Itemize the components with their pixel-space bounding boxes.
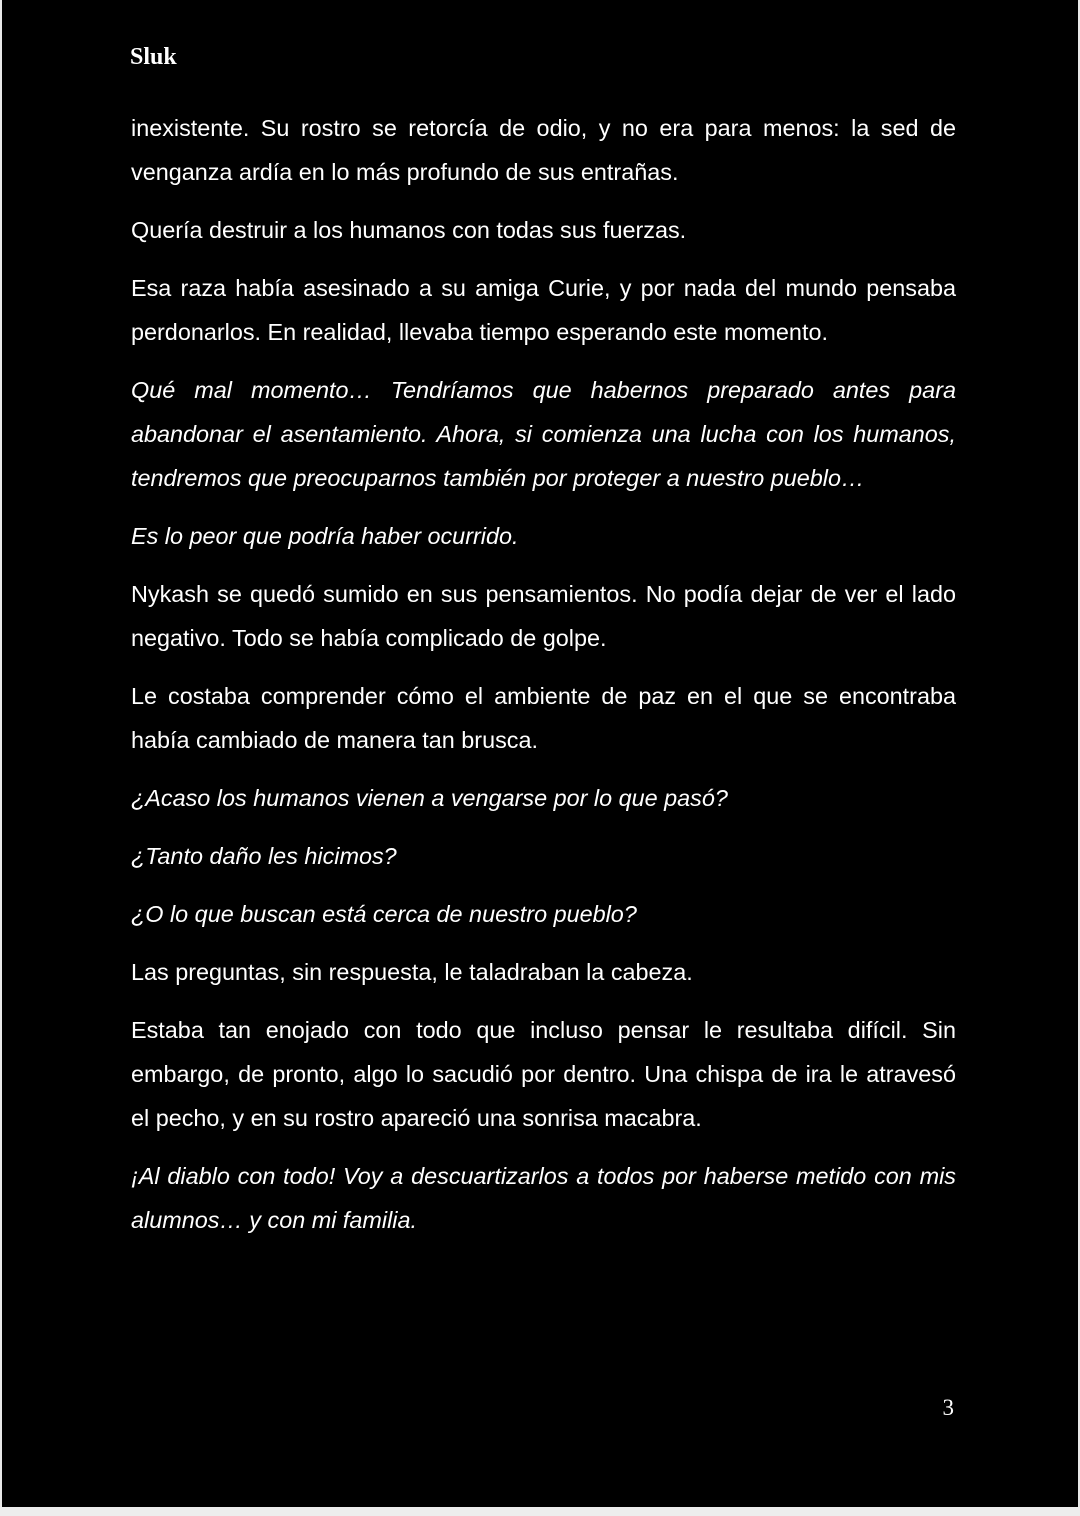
- body-text: [131, 106, 956, 1256]
- paragraph-italic: ¿Acaso los humanos vienen a vengarse por lo que pasó?: [131, 785, 728, 811]
- paragraph: Le costaba comprender cómo el ambiente de paz en el que se encontraba había cambiado de manera tan brusca.: [131, 683, 956, 753]
- paragraph: Quería destruir a los humanos con todas sus fuerzas.: [131, 217, 687, 243]
- page-edge: [0, 1507, 1080, 1516]
- page-number: 3: [942, 1395, 954, 1420]
- paragraph: Nykash se quedó sumido en sus pensamientos. No podía dejar de ver el lado negativo. Todo se había complicado de golpe.: [131, 581, 956, 651]
- paragraph-italic: Es lo peor que podría haber ocurrido.: [131, 523, 519, 549]
- document-page: [2, 0, 1078, 1507]
- paragraph-italic: ¿Tanto daño les hicimos?: [131, 843, 397, 869]
- paragraph-italic: ¡Al diablo con todo! Voy a descuartizarlos a todos por haberse metido con mis alumnos… y con mi familia.: [131, 1163, 956, 1233]
- paragraph: Esa raza había asesinado a su amiga Curie, y por nada del mundo pensaba perdonarlos. En realidad, llevaba tiempo esperando este momento.: [131, 275, 956, 345]
- running-header: Sluk: [130, 44, 177, 70]
- paragraph-italic: ¿O lo que buscan está cerca de nuestro pueblo?: [131, 901, 637, 927]
- paragraph-italic: Qué mal momento… Tendríamos que habernos preparado antes para abandonar el asentamiento. Ahora, si comienza una lucha con los humanos, tendremos que preocuparnos también por proteger a nuestro pueblo…: [131, 377, 956, 491]
- paragraph: Estaba tan enojado con todo que incluso pensar le resultaba difícil. Sin embargo, de pronto, algo lo sacudió por dentro. Una chispa de ira le atravesó el pecho, y en su rostro apareció una sonrisa macabra.: [131, 1017, 956, 1131]
- paragraph: Las preguntas, sin respuesta, le taladraban la cabeza.: [131, 959, 693, 985]
- paragraph: inexistente. Su rostro se retorcía de odio, y no era para menos: la sed de venganza ardía en lo más profundo de sus entrañas.: [131, 115, 956, 185]
